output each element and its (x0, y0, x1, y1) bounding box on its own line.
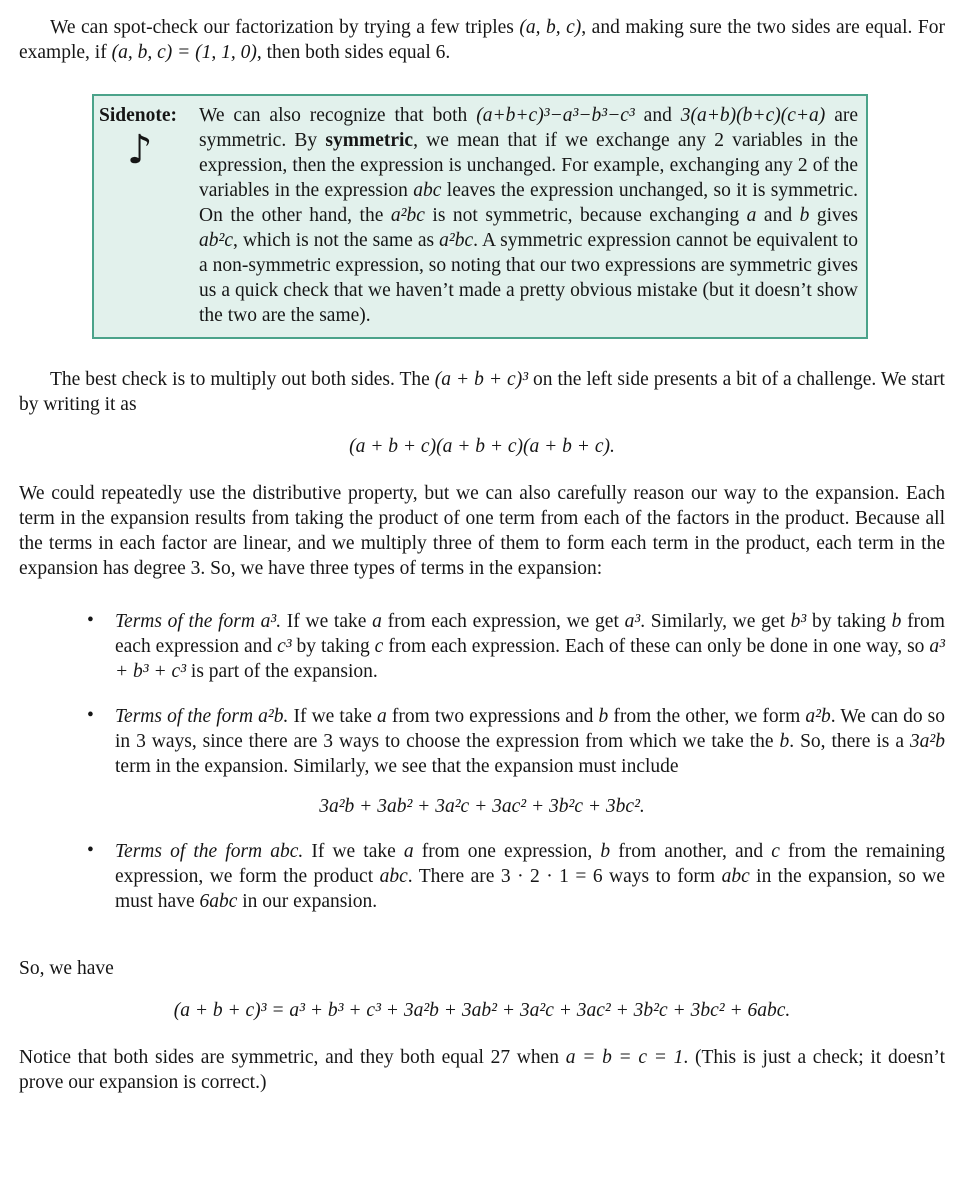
list-item-terms-a-cubed (115, 609, 945, 684)
expansion-reasoning-paragraph: We could repeatedly use the distributive property, but we can also carefully reason our way to the expansion. Each term in the expansion results from taking the product of one term from each of the factors in the product. Because all the terms in each factor are linear, and we multiply three of them to form each term in the product, each term in the expansion has degree 3. So, we have three types of terms in the expansion: (19, 483, 945, 579)
bullet-text: Terms of the form abc. If we take a from one expression, b from another, and c from the remaining expression, we form the product abc. There are 3 · 2 · 1 = 6 ways to form abc in the expansion, so we must have 6abc in our expansion. (115, 841, 945, 912)
sidenote-label-column (97, 103, 199, 328)
equation-partial-expansion: 3a²b + 3ab² + 3a²c + 3ac² + 3b²c + 3bc². (319, 796, 645, 817)
sidenote-label: Sidenote: (99, 105, 177, 126)
bullet-text: Terms of the form a³. If we take a from each expression, we get a³. Similarly, we get b³ by taking b from each expression and c³ by taking c from each expression. Each of these can only be done in one way, so a³ + b³ + c³ is part of the expansion. (115, 611, 945, 682)
so-we-have-line: So, we have (19, 958, 114, 979)
bullet-text: Terms of the form a²b. If we take a from two expressions and b from the other, we form a²b. We can do so in 3 ways, since there are 3 ways to choose the expression from which we take the b. So, there is a 3a²b term in the expansion. Similarly, we see that the expansion must include (115, 706, 946, 777)
equation-full-expansion: (a + b + c)³ = a³ + b³ + c³ + 3a²b + 3ab² + 3a²c + 3ac² + 3b²c + 3bc² + 6abc. (173, 1000, 791, 1021)
list-item-terms-abc (115, 839, 945, 914)
intro-paragraph: We can spot-check our factorization by trying a few triples (a, b, c), and making sure the two sides are equal. For example, if (a, b, c) = (1, 1, 0), then both sides equal 6. (19, 17, 945, 63)
sidenote-box (92, 94, 868, 339)
sidenote-body-text: We can also recognize that both (a+b+c)³−a³−b³−c³ and 3(a+b)(b+c)(c+a) are symmetric. By symmetric, we mean that if we exchange any 2 variables in the expression, then the expression is unchanged. For example, exchanging any 2 of the variables in the expression abc leaves the expression unchanged, so it is symmetric. On the other hand, the a²bc is not symmetric, because exchanging a and b gives ab²c, which is not the same as a²bc. A symmetric expression cannot be equivalent to a non-symmetric expression, so noting that our two expressions are symmetric gives us a quick check that we haven’t made a pretty obvious mistake (but it doesn’t show the two are the same). (199, 105, 858, 326)
term-types-list (19, 609, 945, 914)
multiply-out-paragraph: The best check is to multiply out both sides. The (a + b + c)³ on the left side presents a bit of a challenge. We start by writing it as (19, 369, 945, 415)
eighth-note-icon: ♪ (127, 127, 153, 173)
list-item-terms-a-squared-b (115, 704, 945, 819)
equation-product-form: (a + b + c)(a + b + c)(a + b + c). (349, 436, 615, 457)
closing-paragraph: Notice that both sides are symmetric, and they both equal 27 when a = b = c = 1. (This is just a check; it doesn’t prove our expansion is correct.) (19, 1047, 945, 1093)
